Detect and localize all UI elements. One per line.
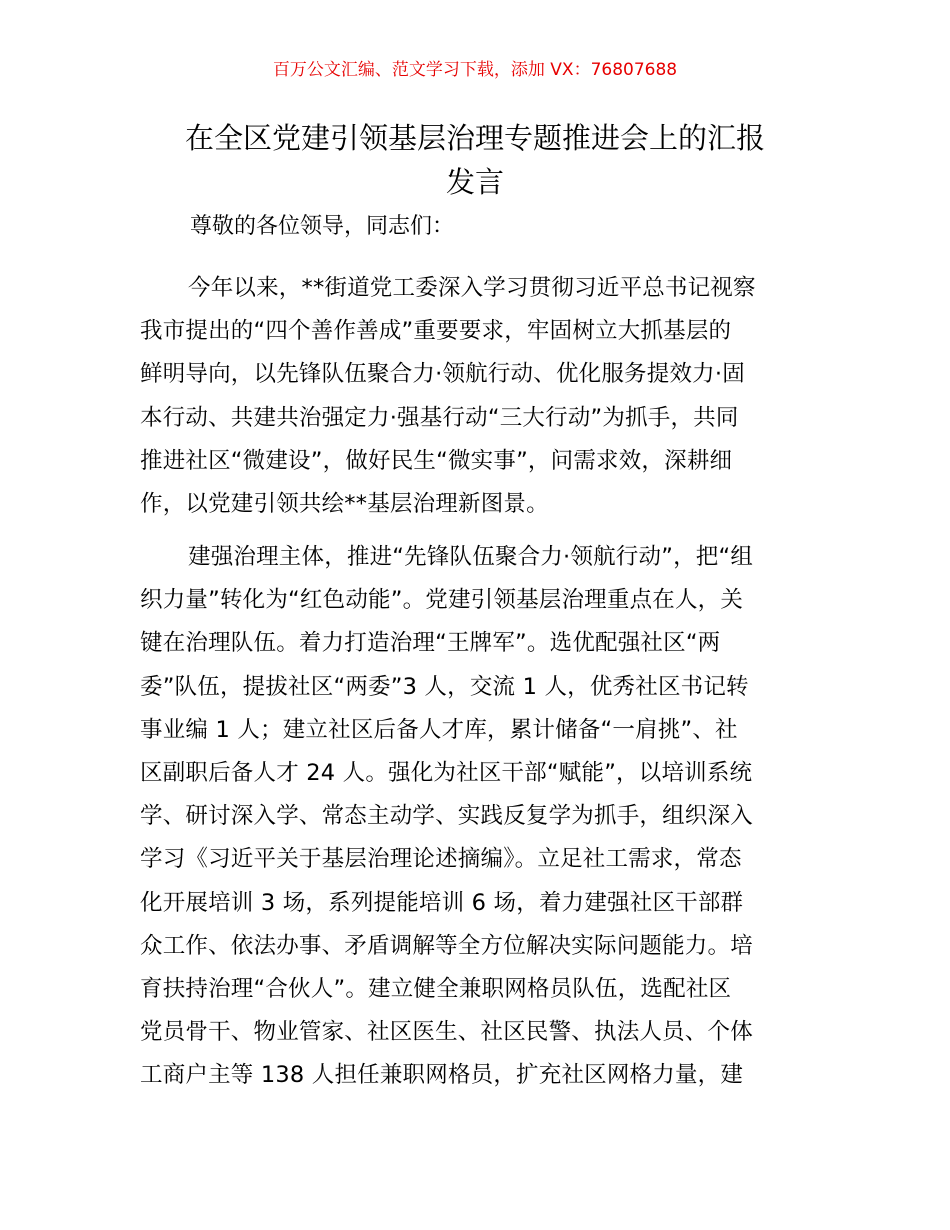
paragraph-line: 推进社区“微建设”，做好民生“微实事”，问需求效，深耕细 bbox=[140, 447, 733, 474]
paragraph-line: 区副职后备人才 24 人。强化为社区干部“赋能”，以培训系统 bbox=[140, 760, 753, 787]
title-line-1: 在全区党建引领基层治理专题推进会上的汇报 bbox=[184, 121, 765, 155]
paragraph-1 bbox=[140, 267, 812, 526]
paragraph-line: 本行动、共建共治强定力·强基行动“三大行动”为抓手，共同 bbox=[140, 404, 739, 431]
paragraph-line: 我市提出的“四个善作善成”重要要求，牢固树立大抓基层的 bbox=[140, 318, 732, 345]
document-title bbox=[140, 116, 810, 204]
paragraph-line: 众工作、依法办事、矛盾调解等全方位解决实际问题能力。培 bbox=[140, 932, 753, 959]
header-banner: 百万公文汇编、范文学习下载，添加 VX：76807688 bbox=[272, 60, 678, 80]
paragraph-line: 委”队伍，提拔社区“两委”3 人，交流 1 人，优秀社区书记转 bbox=[140, 673, 749, 700]
salutation: 尊敬的各位领导，同志们： bbox=[190, 214, 455, 239]
paragraph-2 bbox=[140, 536, 812, 1098]
paragraph-line: 键在治理队伍。着力打造治理“王牌军”。选优配强社区“两 bbox=[140, 630, 721, 657]
paragraph-line: 今年以来，**街道党工委深入学习贯彻习近平总书记视察 bbox=[188, 275, 756, 301]
paragraph-line: 化开展培训 3 场，系列提能培训 6 场，着力建强社区干部群 bbox=[140, 889, 744, 916]
title-line-2: 发言 bbox=[445, 165, 504, 199]
paragraph-line: 学习《习近平关于基层治理论述摘编》。立足社工需求，常态 bbox=[140, 846, 742, 873]
paragraph-line: 鲜明导向，以先锋队伍聚合力·领航行动、优化服务提效力·固 bbox=[140, 361, 745, 388]
paragraph-line: 作，以党建引领共绘**基层治理新图景。 bbox=[140, 491, 549, 518]
paragraph-line: 党员骨干、物业管家、社区医生、社区民警、执法人员、个体 bbox=[140, 1019, 753, 1046]
paragraph-line: 学、研讨深入学、常态主动学、实践反复学为抓手，组织深入 bbox=[140, 803, 753, 830]
paragraph-line: 建强治理主体，推进“先锋队伍聚合力·领航行动”，把“组 bbox=[188, 544, 754, 570]
paragraph-line: 工商户主等 138 人担任兼职网格员，扩充社区网格力量，建 bbox=[140, 1062, 744, 1089]
paragraph-line: 育扶持治理“合伙人”。建立健全兼职网格员队伍，选配社区 bbox=[140, 976, 732, 1003]
paragraph-line: 织力量”转化为“红色动能”。党建引领基层治理重点在人，关 bbox=[140, 587, 744, 614]
paragraph-line: 事业编 1 人；建立社区后备人才库，累计储备“一肩挑”、社 bbox=[140, 716, 738, 743]
